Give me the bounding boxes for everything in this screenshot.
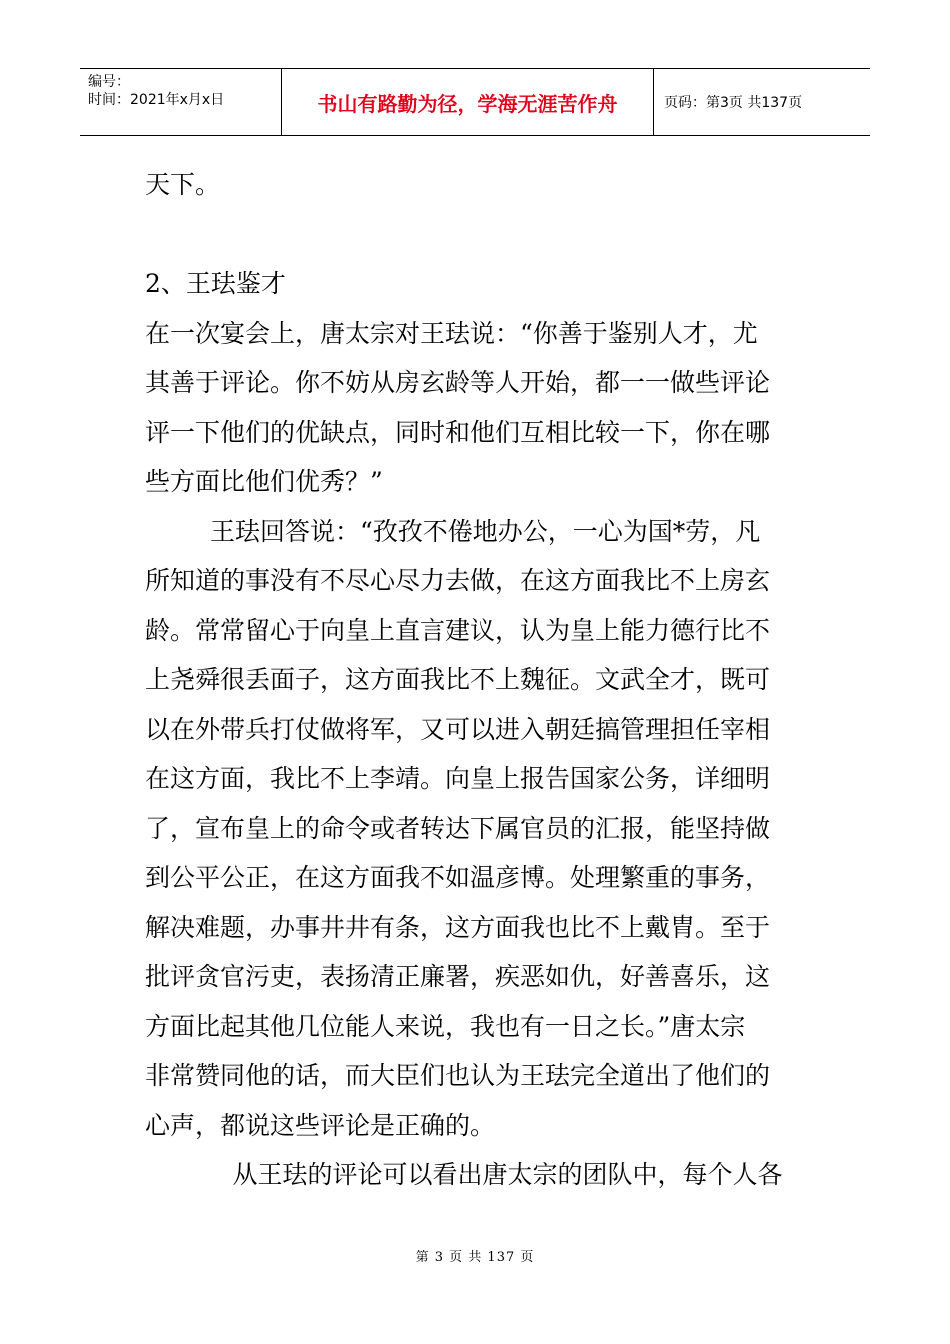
body-line: 其善于评论。你不妨从房玄龄等人开始，都一一做些评论 <box>145 368 771 397</box>
header-meta-cell <box>80 69 282 135</box>
body-line: 以在外带兵打仗做将军，又可以进入朝廷搞管理担任宰相 <box>145 714 771 744</box>
body-line: 所知道的事没有不尽心尽力去做，在这方面我比不上房玄 <box>145 566 771 595</box>
page-label: 页码：第3页 共137页 <box>664 95 803 111</box>
number-label: 编号： <box>88 74 130 90</box>
time-label: 时间：2021年x月x日 <box>88 92 225 108</box>
motto-text: 书山有路勤为径，学海无涯苦作舟 <box>317 91 618 116</box>
body-line: 到公平公正，在这方面我不如温彦博。处理繁重的事务， <box>145 863 771 892</box>
body-line: 天下。 <box>145 170 221 199</box>
section-heading: 2、王珐鉴才 <box>145 269 286 298</box>
body-line: 解决难题，办事井井有条，这方面我也比不上戴胄。至于 <box>145 912 771 942</box>
body-line: 在一次宴会上，唐太宗对王珐说：“你善于鉴别人才，尤 <box>145 318 758 348</box>
body-line: 心声，都说这些评论是正确的。 <box>145 1110 496 1140</box>
body-line: 方面比起其他几位能人来说，我也有一日之长。”唐太宗 <box>145 1011 746 1041</box>
body-line: 王珐回答说：“孜孜不倦地办公，一心为国*劳，凡 <box>210 516 761 546</box>
body-line: 上尧舜很丢面子，这方面我比不上魏征。文武全才，既可 <box>145 665 771 694</box>
body-line: 从王珐的评论可以看出唐太宗的团队中，每个人各 <box>232 1160 783 1189</box>
header-page-cell <box>654 69 870 135</box>
document-header <box>80 68 870 136</box>
body-line: 龄。常常留心于向皇上直言建议，认为皇上能力德行比不 <box>145 615 771 645</box>
blank-line <box>145 210 815 260</box>
page-footer <box>0 1246 950 1265</box>
header-motto-cell <box>282 69 654 135</box>
body-line: 在这方面，我比不上李靖。向皇上报告国家公务，详细明 <box>145 764 771 793</box>
body-line: 批评贪官污吏，表扬清正廉署，疾恶如仇，好善喜乐，这 <box>145 962 771 991</box>
body-line: 非常赞同他的话，而大臣们也认为王珐完全道出了他们的 <box>145 1061 771 1090</box>
body-line: 评一下他们的优缺点，同时和他们互相比较一下，你在哪 <box>145 417 771 447</box>
document-body <box>145 160 815 1200</box>
footer-page-number: 第 3 页 共 137 页 <box>415 1250 535 1265</box>
body-line: 些方面比他们优秀？” <box>145 467 383 496</box>
body-line: 了，宣布皇上的命令或者转达下属官员的汇报，能坚持做 <box>145 813 771 843</box>
